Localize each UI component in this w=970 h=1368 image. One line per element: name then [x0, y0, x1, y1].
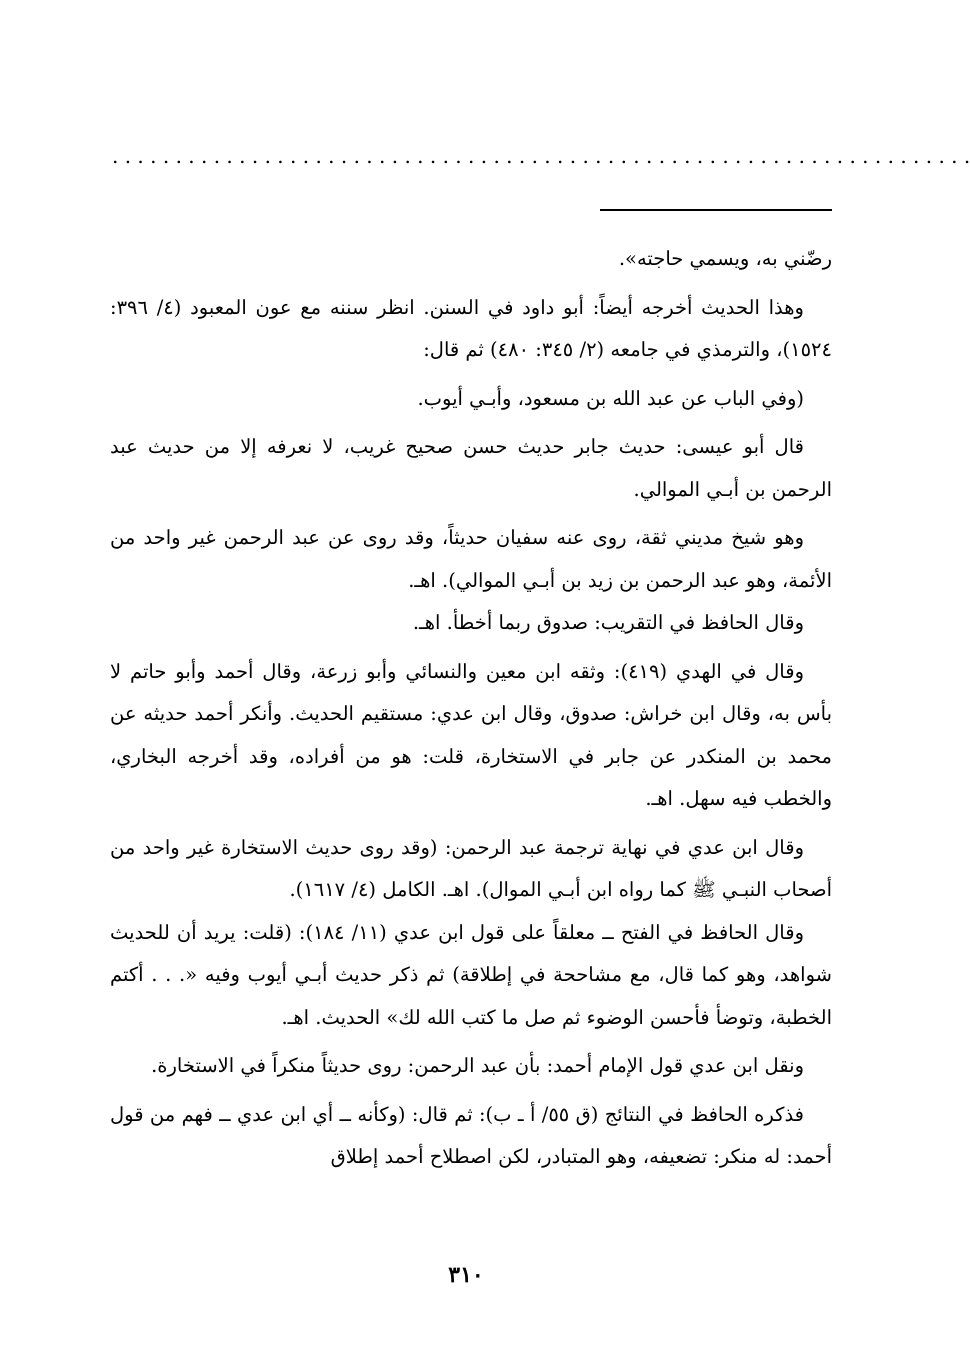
body-text [110, 238, 832, 1179]
page-number: ٣١٠ [448, 1262, 484, 1288]
footnote-rule [600, 209, 832, 211]
paragraph: قال أبو عيسى: حديث جابر حديث حسن صحيح غريب، لا نعرفه إلا من حديث عبد الرحمن بن أبـي الموالي. [110, 435, 832, 501]
paragraph: وقال في الهدي (٤١٩): وثقه ابن معين والنسائي وأبو زرعة، وقال أحمد وأبو حاتم لا بأس به، وقال ابن خراش: صدوق، وقال ابن عدي: مستقيم الحديث. وأنكر أحمد حديثه عن محمد بن المنكدر عن جابر في الاستخارة، قلت: هو من أفراده، وقد أخرجه البخاري، والخطب فيه سهل. اهـ. [110, 659, 832, 810]
paragraph: رضّني به، ويسمي حاجته». [618, 247, 832, 270]
paragraph: (وفي الباب عن عبد الله بن مسعود، وأبـي أيوب. [417, 386, 804, 410]
paragraph: وقال الحافظ في الفتح ــ معلقاً على قول ابن عدي (١١/ ١٨٤): (قلت: يريد أن للحديث شواهد، وهو كما قال، مع مشاححة في إطلاقة) ثم ذكر حديث أبـي أيوب وفيه «. . . أكتم الخطبة، وتوضأ فأحسن الوضوء ثم صل ما كتب الله لك» الحديث. اهـ. [110, 920, 832, 1029]
paragraph: وهذا الحديث أخرجه أيضاً: أبو داود في السنن. انظر سننه مع عون المعبود (٤/ ٣٩٦: ١٥٢٤)، والترمذي في جامعه (٢/ ٣٤٥: ٤٨٠) ثم قال: [110, 295, 832, 361]
dotted-separator: . . . . . . . . . . . . . . . . . . . . . . . . . . . . . . . . . . . . . . . . . . . . . . . . . . . . . . . . . . . . . . . . . . . . [112, 144, 970, 168]
paragraph: فذكره الحافظ في النتائج (ق ٥٥/ أ ـ ب): ثم قال: (وكأنه ــ أي ابن عدي ــ فهم من قول أحمد: له منكر: تضعيفه، وهو المتبادر، لكن اصطلاح أحمد إطلاق [110, 1102, 832, 1168]
paragraph: وهو شيخ مديني ثقة، روى عنه سفيان حديثاً، وقد روى عن عبد الرحمن غير واحد من الأئمة، وهو عبد الرحمن بن زيد بن أبـي الموالي). اهـ. [110, 526, 832, 592]
paragraph: وقال الحافظ في التقريب: صدوق ربما أخطأ. اهـ. [412, 611, 804, 634]
paragraph: ونقل ابن عدي قول الإمام أحمد: بأن عبد الرحمن: روى حديثاً منكراً في الاستخارة. [151, 1054, 804, 1077]
paragraph: وقال ابن عدي في نهاية ترجمة عبد الرحمن: (وقد روى حديث الاستخارة غير واحد من أصحاب النبـي ﷺ كما رواه ابن أبـي الموال). اهـ. الكامل (٤/ ١٦١٧). [110, 835, 832, 901]
